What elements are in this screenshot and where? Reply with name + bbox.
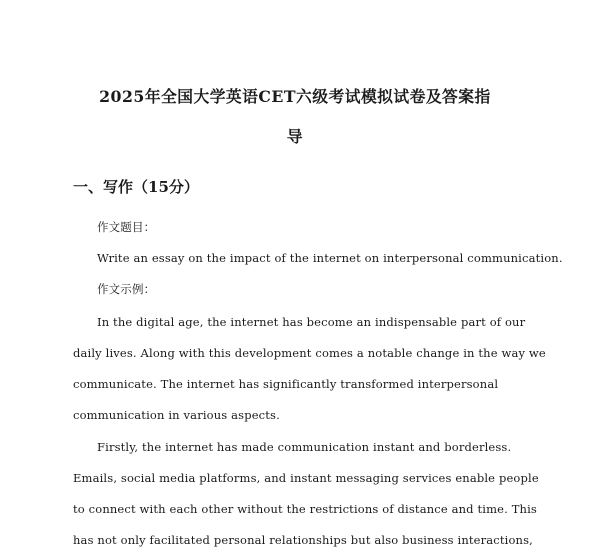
prompt-label: 作文题目： xyxy=(97,220,156,234)
paragraph-line: Emails, social media platforms, and instant messaging services enable people xyxy=(73,471,539,485)
paragraph-line: In the digital age, the internet has become an indispensable part of our xyxy=(97,315,526,329)
document-title-continuation: 导 xyxy=(286,127,304,146)
paragraph-line: to connect with each other without the restrictions of distance and time. This xyxy=(73,502,537,516)
paragraph-line: has not only facilitated personal relationships but also business interactions, xyxy=(73,533,533,547)
prompt-text: Write an essay on the impact of the internet on interpersonal communication. xyxy=(97,251,563,265)
document-title: 2025年全国大学英语CET六级考试模拟试卷及答案指 xyxy=(99,87,491,106)
paragraph-line: daily lives. Along with this development comes a notable change in the way we xyxy=(73,346,546,360)
sample-label: 作文示例： xyxy=(97,282,156,296)
paragraph-line: communication in various aspects. xyxy=(73,408,280,422)
paragraph-line: Firstly, the internet has made communication instant and borderless. xyxy=(97,440,512,454)
paragraph-line: communicate. The internet has significantly transformed interpersonal xyxy=(73,377,499,391)
section-heading-writing: 一、写作（15分） xyxy=(73,178,199,196)
